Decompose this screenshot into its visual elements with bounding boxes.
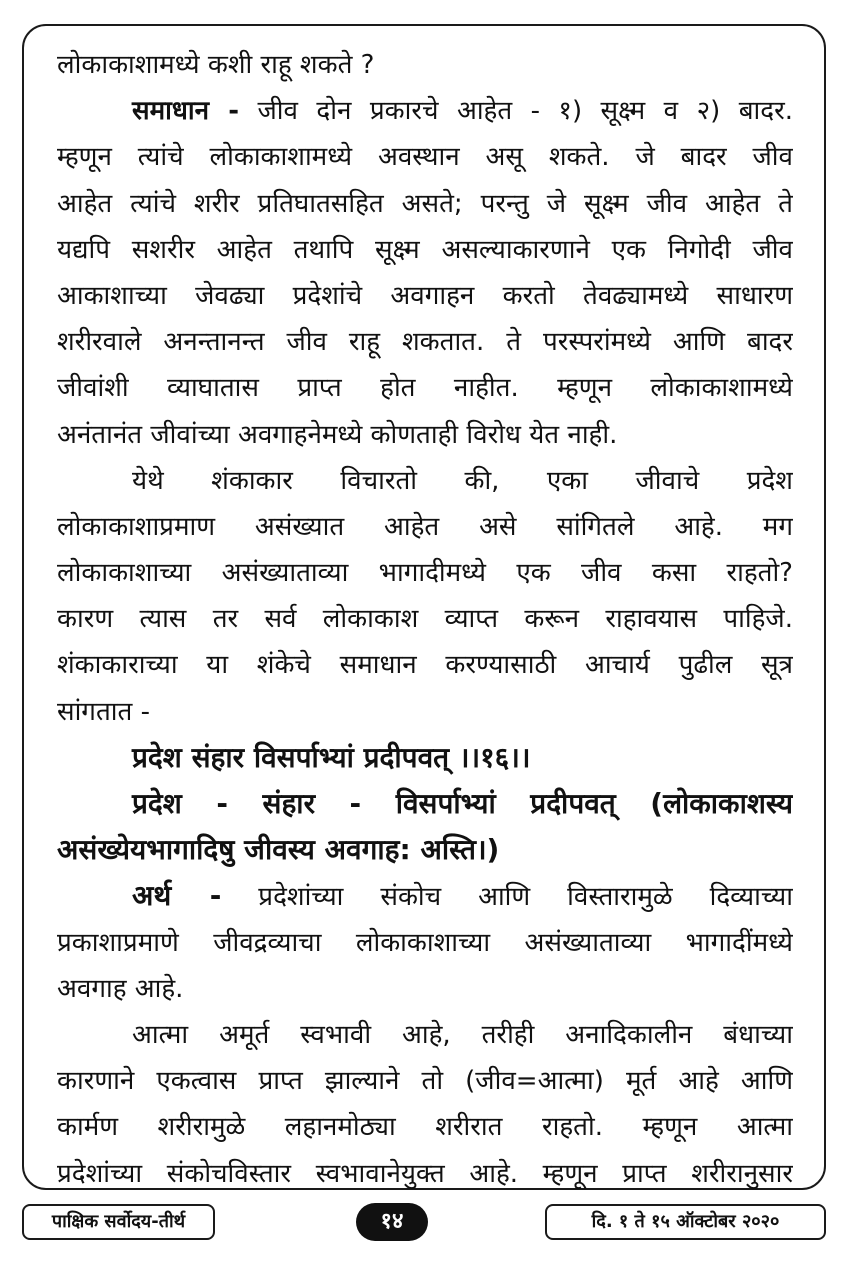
text-line: सांगतात - <box>57 696 150 727</box>
meaning-label: अर्थ - <box>132 879 222 913</box>
text-line: आत्मा अमूर्त स्वभावी आहे, तरीही अनादिकालीन बंधाच्या <box>132 1019 793 1050</box>
text-line: अवगाह आहे. <box>57 973 184 1004</box>
text-line: कारणाने एकत्वास प्राप्त झाल्याने तो (जीव=आत्मा) मूर्त आहे आणि <box>57 1066 793 1097</box>
text-line: शरीरवाले अनन्तानन्त जीव राहू शकतात. ते परस्परांमध्ये आणि बादर <box>57 327 793 358</box>
text-line: येथे शंकाकार विचारतो की, एका जीवाचे प्रदेश <box>132 465 793 496</box>
page-number: १४ <box>356 1203 428 1241</box>
answer-label: समाधान - <box>132 96 240 127</box>
text-line: यद्यपि सशरीर आहेत तथापि सूक्ष्म असल्याकारणाने एक निगोदी जीव <box>57 234 793 265</box>
text-line: प्रदेशांच्या संकोचविस्तार स्वभावानेयुक्त आहे. म्हणून प्राप्त शरीरानुसार <box>57 1158 793 1189</box>
text-line: म्हणून त्यांचे लोकाकाशामध्ये अवस्थान असू शकते. जे बादर जीव <box>57 142 793 173</box>
text-line: लोकाकाशामध्ये कशी राहू शकते ? <box>57 50 375 80</box>
sutra-analysis-line: प्रदेश - संहार - विसर्पाभ्यां प्रदीपवत् (लोकाकाशस्य <box>132 787 793 820</box>
text-line: कार्मण शरीरामुळे लहानमोठ्या शरीरात राहतो. म्हणून आत्मा <box>57 1112 793 1143</box>
issue-date: दि. १ ते १५ ऑक्टोबर २०२० <box>545 1204 826 1240</box>
line-text: प्रदेशांच्या संकोच आणि विस्तारामुळे दिव्याच्या <box>221 882 793 913</box>
text-line <box>57 873 793 919</box>
text-line: लोकाकाशाच्या असंख्याताव्या भागादीमध्ये एक जीव कसा राहतो? <box>57 558 793 589</box>
sutra-analysis-line: असंख्येयभागादिषु जीवस्य अवगाह: अस्ति।) <box>57 833 500 867</box>
text-line: प्रकाशाप्रमाणे जीवद्रव्याचा लोकाकाशाच्या असंख्याताव्या भागादींमध्ये <box>57 927 793 958</box>
sutra-line: प्रदेश संहार विसर्पाभ्यां प्रदीपवत् ।।१६।। <box>132 740 531 774</box>
text-line: अनंतानंत जीवांच्या अवगाहनेमध्ये कोणताही विरोध येत नाही. <box>57 419 618 450</box>
text-line: कारण त्यास तर सर्व लोकाकाश व्याप्त करून राहावयास पाहिजे. <box>57 604 793 635</box>
publication-name: पाक्षिक सर्वोदय-तीर्थ <box>22 1204 215 1240</box>
text-line <box>57 88 793 134</box>
text-line: लोकाकाशाप्रमाण असंख्यात आहेत असे सांगितले आहे. मग <box>57 511 793 542</box>
text-line: आकाशाच्या जेवढ्या प्रदेशांचे अवगाहन करतो तेवढ्यामध्ये साधारण <box>57 280 793 311</box>
body-text <box>57 42 793 1197</box>
line-text: जीव दोन प्रकारचे आहेत - १) सूक्ष्म व २) बादर. <box>239 96 793 127</box>
text-line: आहेत त्यांचे शरीर प्रतिघातसहित असते; परन्तु जे सूक्ष्म जीव आहेत ते <box>57 188 793 219</box>
text-line: शंकाकाराच्या या शंकेचे समाधान करण्यासाठी आचार्य पुढील सूत्र <box>57 650 793 681</box>
text-line: जीवांशी व्याघातास प्राप्त होत नाहीत. म्हणून लोकाकाशामध्ये <box>57 373 793 404</box>
page-content-frame <box>22 24 826 1190</box>
